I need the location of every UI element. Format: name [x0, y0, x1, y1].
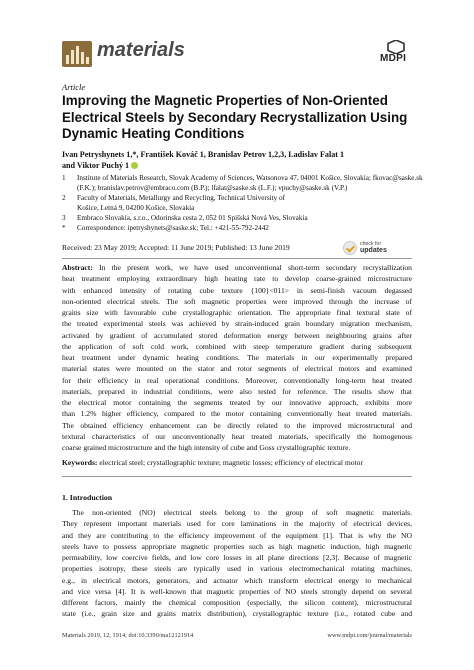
affiliation-text: Faculty of Materials, Metallurgy and Recycling, Technical University of Košice, Letná 9, 04200 Košice, Slovakia [77, 194, 286, 212]
divider [62, 258, 412, 259]
orcid-icon[interactable] [131, 162, 138, 169]
abstract-line: coarse grained microstructure and the high intensity of cube and Goss crystallographic texture. [62, 443, 351, 452]
abstract-line: textural characteristics of our unconventionally heat treated materials, specifically the homogenous [62, 431, 412, 441]
keywords-label: Keywords: [62, 458, 98, 467]
body-line: The non-oriented (NO) electrical steels belong to the group of soft magnetic materials. [72, 508, 412, 517]
paper-title: Improving the Magnetic Properties of Non-Oriented Electrical Steels by Secondary Recrystallization Using Dynamic Heating Conditions [62, 93, 408, 141]
badge-line-2: updates [360, 247, 387, 254]
correspondence-mark: * [62, 224, 66, 232]
body-line: steels have to possess appropriate magnetic properties such as high magnetic induction, high magnetic [62, 541, 412, 551]
citation-footer: Materials 2019, 12, 1914; doi:10.3390/ma12121914 [62, 632, 194, 639]
journal-url[interactable]: www.mdpi.com/journal/materials [327, 632, 412, 639]
mdpi-logo [378, 40, 414, 68]
body-line: state (i.e., grain size and grains matrix distribution), crystallographic texture (i.e., rotated cube and [62, 609, 412, 619]
abstract-line: heat treatment under dynamic heating conditions. The materials in our experimentally prepared [62, 353, 412, 362]
abstract-line: with enhanced intensity of rotating cube texture {100}<011> in semi-finish vacuum degassed [62, 285, 412, 295]
article-type: Article [62, 82, 86, 92]
abstract [62, 262, 412, 453]
body-line: and they are contributing to the efficiency improvement of the equipment [1]. That is why the NO [62, 530, 412, 540]
body-line: properties isotropy, these steels are typically used in various electromechanical rotating machines, [62, 564, 412, 574]
abstract-line: the treated experimental steels was achieved by strain-induced grain boundary migration mechanism, [62, 319, 412, 329]
abstract-line: the application of soft cold work, combined with steep temperature gradient during subsequent [62, 341, 412, 351]
publication-dates: Received: 23 May 2019; Accepted: 11 June 2019; Published: 13 June 2019 [62, 243, 290, 252]
keywords-text: electrical steel; crystallographic texture; magnetic losses; efficiency of electrical motor [99, 458, 363, 467]
correspondence-text: Correspondence: ipetryshynets@saske.sk; Tel.: +421-55-792-2442 [77, 224, 269, 232]
mdpi-hexagon-icon [387, 40, 405, 54]
journal-name: materials [97, 39, 185, 61]
abstract-line: the electrical motor containing the segments treated by our innovative approach, exhibits more [62, 398, 412, 407]
abstract-line: material states were mounted on the stator and rotor segments of electrical motors and examined [62, 364, 412, 374]
check-updates-icon [343, 241, 357, 255]
keywords [62, 458, 412, 467]
affiliation-text: Institute of Materials Research, Slovak Academy of Sciences, Watsonova 47, 04001 Košice, Slovakia; fkovac@saske.sk (F.K.); branislav.petrov@embraco.com (B.P.); lfalat@saske.sk (L.F.); vpuchy@saske.sk (V.P.) [77, 174, 423, 192]
check-for-updates-badge[interactable] [343, 239, 411, 259]
affiliation-mark: 3 [62, 214, 66, 222]
author-line-1: Ivan Petryshynets 1,*, František Kováč 1, Branislav Petrov 1,2,3, Ladislav Falat 1 [62, 150, 345, 159]
body-line: and vice versa [4]. It is well-known that magnetic properties of NO steels strongly depend on several [62, 586, 412, 596]
abstract-line: than 1.2% higher efficiency, compared to the motor containing conventionally heat treated materials. [62, 409, 412, 419]
affiliation-text: Embraco Slovakia, s.r.o., Odorinska cesta 2, 052 01 Spišská Nová Ves, Slovakia [77, 214, 308, 222]
badge-line-1: check for [360, 241, 382, 247]
abstract-line: non-oriented electrical steels. The soft magnetic properties were improved through the increase of [62, 296, 412, 306]
abstract-line: materials, prepared in industrial conditions, were also tested for reference. The results show that [62, 386, 412, 396]
abstract-line: activated by gradient of accumulated stored deformation energy between neighbouring grains after [62, 330, 412, 340]
body-line: They represent important materials used for core laminations in the majority of electrical devices, [62, 519, 412, 529]
author-line-2-text: and Viktor Puchý 1 [62, 160, 130, 170]
abstract-line: The obtained efficiency enhancement can be directly related to the improved microstructural and [62, 420, 412, 430]
introduction-body [62, 507, 412, 620]
publisher-name: MDPI [380, 53, 407, 64]
section-heading: 1. Introduction [62, 493, 113, 502]
abstract-line: Abstract: In the present work, we have used unconventional short-term secondary recrystallization [62, 263, 412, 272]
abstract-label: Abstract: [62, 263, 93, 272]
affiliation-mark: 2 [62, 194, 66, 202]
affiliation-mark: 1 [62, 174, 66, 182]
abstract-line: heat treatment employing extraordinary high heating rate to develop coarse-grained microstructure [62, 274, 412, 284]
abstract-line: for their efficiency in real operational conditions. Moreover, conventionally long-term heat treated [62, 375, 412, 385]
body-line: e.g., in electrical motors, generators, and actuator which transform electrical energy to mechanical [62, 575, 412, 585]
abstract-line: grains size with favourable cube crystallographic orientation. The appropriate final textural state of [62, 308, 412, 317]
materials-journal-logo [62, 41, 92, 67]
author-list [62, 150, 422, 171]
body-line: permeability, low coercive fields, and low core losses in all plane directions [2,3]. Because of magnetic [62, 553, 412, 562]
author-line-2 [62, 161, 422, 172]
body-line: different factors, mainly the chemical composition (especially, the silicon content), microstructural [62, 598, 412, 607]
divider [62, 476, 412, 477]
